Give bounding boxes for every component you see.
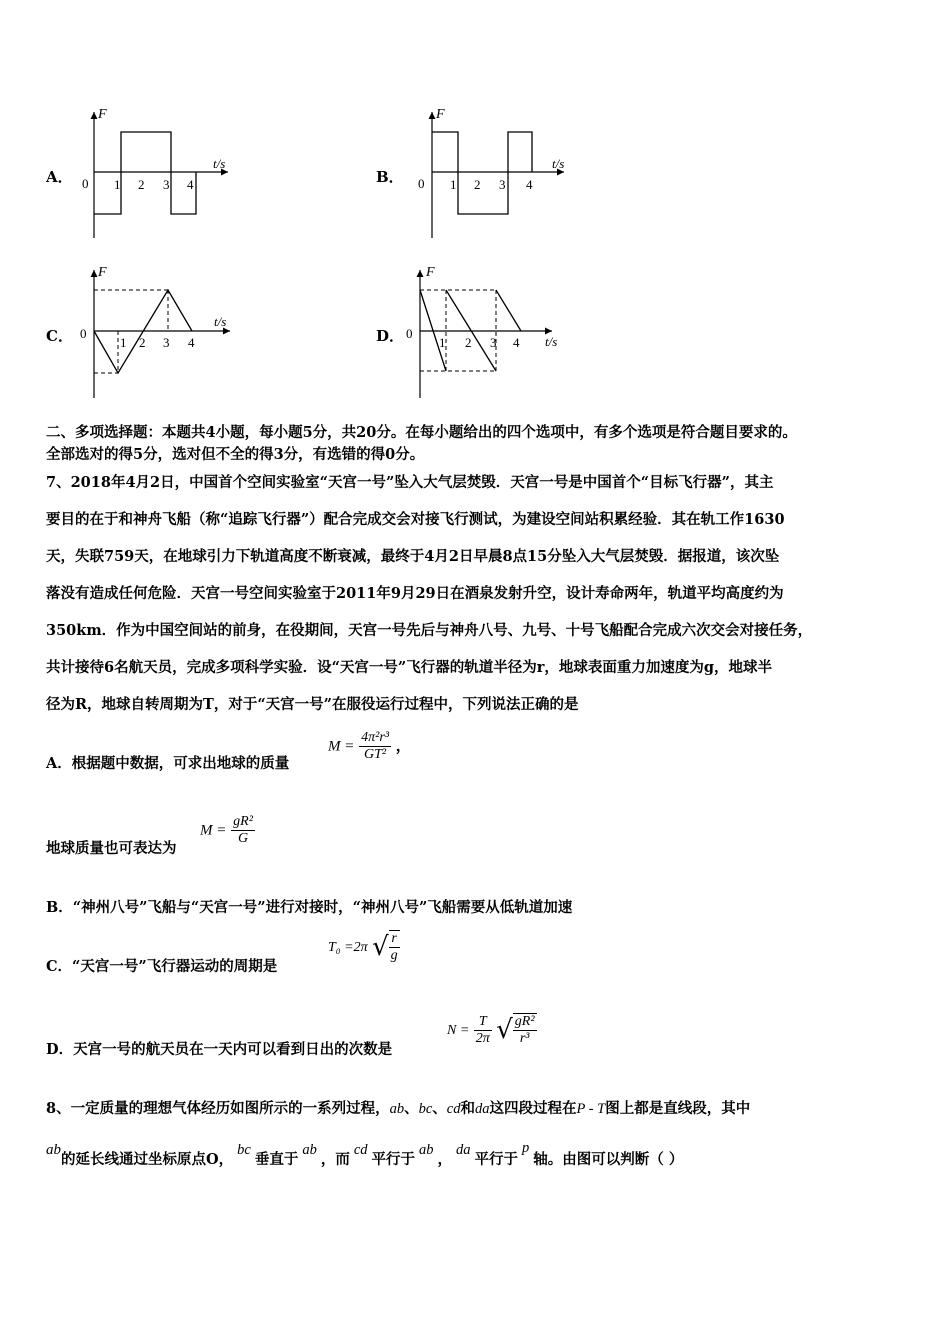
tick-2: 2 [138,177,145,192]
seg-da: da [456,1142,471,1158]
formula-den: GT² [364,747,387,762]
seg-bc: bc [237,1142,251,1158]
origin-label: 0 [406,326,413,341]
q8-suffix: 图上都是直线段，其中 [605,1100,751,1117]
formula-lhs: M = [200,822,227,839]
formula-mass-a [328,730,411,763]
tick-2: 2 [139,335,146,350]
q8-line2 [46,1140,684,1169]
seg-ab: ab [46,1142,61,1158]
tick-4: 4 [187,177,194,192]
origin-label: 0 [80,326,87,341]
formula-num: T [474,1014,492,1031]
origin-label: 0 [418,176,425,191]
option-b-label: B． [376,168,404,186]
q7-line: 落没有造成任何危险．天宫一号空间实验室于2011年9月29日在酒泉发射升空，设计寿命两年，轨道平均高度约为 [46,585,784,602]
q8-text: 的延长线通过坐标原点O， [61,1151,234,1168]
graph-a [78,100,248,245]
q7-option-c: C．“天宫一号”飞行器运动的周期是 [46,958,278,975]
seg-ab: ab [302,1142,317,1158]
sqrt-icon: √ [372,932,389,962]
q7-option-d: D．天宫一号的航天员在一天内可以看到日出的次数是 [46,1041,393,1058]
q8-text: 平行于 [371,1151,416,1168]
q7-line: 径为R，地球自转周期为T，对于“天宫一号”在服役运行过程中，下列说法正确的是 [46,696,579,713]
graph-c [78,258,248,403]
formula-den: r³ [519,1031,530,1046]
section2-line1: 二、多项选择题：本题共4小题，每小题5分，共20分。在每小题给出的四个选项中，有多个选项是符合题目要求的。 [46,424,797,441]
formula-num: gR² [233,814,253,829]
force-curve [432,132,532,214]
formula-lhs: M = [328,738,355,755]
formula-tail: ， [395,738,411,755]
tick-1: 1 [120,335,127,350]
tick-2: 2 [474,177,481,192]
formula-num: r [389,931,400,948]
formula-lhs: T₀ =2π [328,940,368,955]
y-label: F [98,265,107,280]
x-label: t/s [552,156,565,171]
origin-label: 0 [82,176,89,191]
section2-line2: 全部选对的得5分，选对但不全的得3分，有选错的得0分。 [46,446,425,463]
seg-bc: bc [418,1101,433,1117]
tick-4: 4 [513,335,520,350]
y-label: F [436,107,445,122]
tick-3: 3 [163,177,170,192]
q8-text: 垂直于 [254,1151,299,1168]
formula-num: 4π²r³ [361,730,390,745]
seg-cd: cd [353,1142,368,1158]
formula-den: G [237,831,249,846]
tick-1: 1 [114,177,121,192]
y-label: F [98,107,107,122]
sep: 、 [404,1100,419,1117]
formula-lhs: N = [447,1023,470,1038]
q7-option-b: B．“神州八号”飞船与“天宫一号”进行对接时，“神州八号”飞船需要从低轨道加速 [46,899,573,916]
tick-1: 1 [450,177,457,192]
q8-line1 [46,1097,750,1118]
force-curve [496,290,521,331]
and: 和 [460,1100,475,1117]
formula-num: gR² [514,1014,535,1029]
y-label: F [426,265,435,280]
option-c-label: C． [46,327,73,345]
x-label: t/s [214,314,227,329]
tick-3: 3 [163,335,170,350]
tick-4: 4 [526,177,533,192]
sqrt-icon: √ [496,1015,513,1045]
tick-2: 2 [465,335,472,350]
sep: 、 [432,1100,447,1117]
q8-text: ， [437,1151,453,1168]
seg-da: da [474,1101,490,1117]
tick-3: 3 [490,335,497,350]
q7-option-a2: 地球质量也可表达为 [46,840,177,857]
q7-line: 7、2018年4月2日，中国首个空间实验室“天宫一号”坠入大气层焚毁．天宫一号是中国首个“目标飞行器”，其主 [46,474,774,491]
seg-ab: ab [419,1142,434,1158]
q7-line: 350km．作为中国空间站的前身，在役期间，天宫一号先后与神舟八号、九号、十号飞船配合完成六次交会对接任务， [46,622,813,639]
formula-den: g [390,948,398,963]
tick-4: 4 [188,335,195,350]
q7-line: 要目的在于和神舟飞船（称“追踪飞行器”）配合完成交会对接飞行测试，为建设空间站积累经验．其在轨工作1630 [46,511,785,528]
formula-mass-a2 [200,814,255,847]
graph-d [402,258,577,403]
seg-ab: ab [389,1101,405,1117]
q7-line: 共计接待6名航天员，完成多项科学实验．设“天宫一号”飞行器的轨道半径为r，地球表面重力加速度为g，地球半 [46,659,773,676]
seg-cd: cd [446,1101,461,1117]
q8-mid: 这四段过程在 [489,1100,577,1117]
option-a-label: A． [46,168,73,186]
x-label: t/s [545,334,558,349]
force-curve [94,132,196,214]
q8-prefix: 8、一定质量的理想气体经历如图所示的一系列过程， [46,1100,390,1117]
formula-sunrise-d [447,1013,537,1047]
formula-period-c [328,930,400,964]
option-d-label: D． [376,327,405,345]
tick-3: 3 [499,177,506,192]
q7-line: 天，失联759天，在地球引力下轨道高度不断衰减，最终于4月2日早晨8点15分坠入大气层焚毁．据报道，该次坠 [46,548,780,565]
q8-text: ，而 [320,1151,350,1168]
x-label: t/s [213,156,226,171]
formula-den: 2π [475,1030,490,1046]
axis-p: p [522,1140,530,1156]
pt-graph: P - T [576,1101,606,1117]
q8-text: 平行于 [474,1151,519,1168]
q8-text: 轴。由图可以判断（ ） [533,1151,684,1168]
tick-1: 1 [439,335,446,350]
graph-b [414,100,584,245]
q7-option-a: A．根据题中数据，可求出地球的质量 [46,755,290,772]
